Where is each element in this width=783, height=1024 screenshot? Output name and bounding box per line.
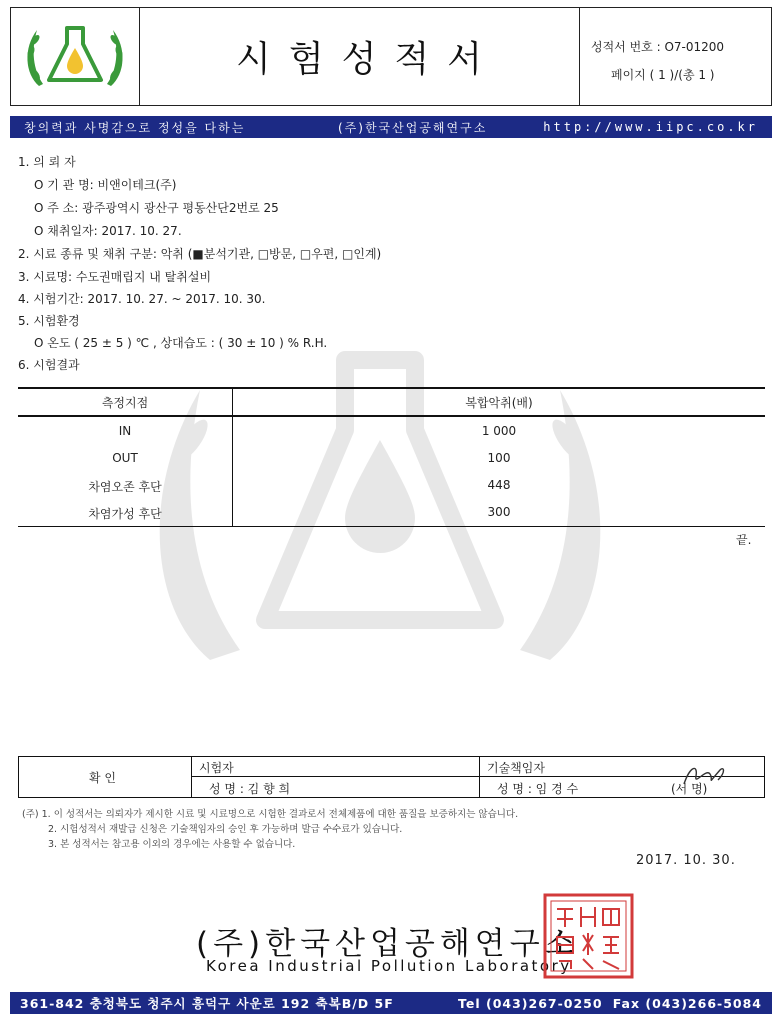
table-cell-value: 300 <box>487 505 511 519</box>
title-cell <box>139 8 580 105</box>
page-indicator: 페이지 ( 1 )/(총 1 ) <box>611 68 715 82</box>
footer-address: 361-842 충청북도 청주시 흥덕구 사운로 192 축복B/D 5F <box>20 996 394 1011</box>
results-table <box>18 387 765 527</box>
end-mark: 끝. <box>736 533 752 547</box>
signature-icon <box>680 760 730 792</box>
table-cell-value: 100 <box>487 451 511 465</box>
table-cell-location: IN <box>118 424 132 438</box>
footer-bar <box>10 992 772 1014</box>
bar-company-name: (주)한국산업공해연구소 <box>338 120 488 135</box>
table-cell-location: 차염오존 후단 <box>88 480 162 494</box>
tech-manager-title: 기술책임자 <box>487 761 545 775</box>
table-cell-value: 1 000 <box>481 424 517 438</box>
tester-name: 성 명 : 김 향 희 <box>209 782 291 796</box>
confirmation-box <box>18 756 765 798</box>
report-header <box>10 7 772 106</box>
section-results-title: 6. 시험결과 <box>18 358 80 372</box>
table-cell-location: OUT <box>112 451 138 465</box>
table-cell-value: 448 <box>487 478 511 492</box>
note-3: 3. 본 성적서는 참고용 이외의 경우에는 사용할 수 없습니다. <box>48 839 296 850</box>
section-environment-title: 5. 시험환경 <box>18 314 80 328</box>
sample-type: 2. 시료 종류 및 채취 구분: 악취 (■분석기관, □방문, □우편, □인계) <box>18 247 382 261</box>
signature-label: (서 명) <box>671 782 708 796</box>
company-name-english: Korea Industrial Pollution Laboratory <box>206 957 572 975</box>
website-link[interactable]: http://www.iipc.co.kr <box>543 120 758 134</box>
footer-fax: Fax (043)266-5084 <box>612 995 762 1011</box>
logo-cell <box>11 8 140 105</box>
slogan-bar <box>10 116 772 138</box>
sample-name: 3. 시료명: 수도권매립지 내 탈취설비 <box>18 270 212 284</box>
company-name-korean: (주)한국산업공해연구소 <box>196 926 580 962</box>
institute-logo-icon <box>11 8 139 105</box>
section-requester-title: 1. 의 뢰 자 <box>18 155 76 169</box>
document-title: 시험성적서 <box>236 39 500 80</box>
report-number: 성적서 번호 : O7-01200 <box>591 40 725 54</box>
confirm-label: 확 인 <box>89 771 116 785</box>
company-seal-icon <box>543 893 634 979</box>
test-environment: O 온도 ( 25 ± 5 ) ℃ , 상대습도 : ( 30 ± 10 ) % R.H. <box>34 336 328 350</box>
note-2: 2. 시험성적서 재발급 신청은 기술책임자의 승인 후 가능하며 발급 수수료가 있습니다. <box>48 824 403 835</box>
table-header-odor: 복합악취(배) <box>465 396 533 410</box>
tester-title: 시험자 <box>199 761 234 775</box>
address: O 주 소: 광주광역시 광산구 평동산단2번로 25 <box>34 201 279 215</box>
table-header-location: 측정지점 <box>101 396 149 410</box>
footer-telephone: Tel (043)267-0250 <box>458 995 603 1011</box>
slogan-text: 창의력과 사명감으로 정성을 다하는 <box>24 120 246 135</box>
table-cell-location: 차염가성 후단 <box>88 507 162 521</box>
note-1: (주) 1. 이 성적서는 의뢰자가 제시한 시료 및 시료명으로 시험한 결과로서 전체제품에 대한 품질을 보증하지는 않습니다. <box>22 809 519 820</box>
issue-date: 2017. 10. 30. <box>636 853 736 868</box>
tech-manager-name: 성 명 : 임 경 수 <box>497 782 579 796</box>
test-period: 4. 시험기간: 2017. 10. 27. ~ 2017. 10. 30. <box>18 292 266 306</box>
org-name: O 기 관 명: 비앤이테크(주) <box>34 178 177 192</box>
sampling-date: O 채취일자: 2017. 10. 27. <box>34 224 182 238</box>
meta-cell <box>579 8 771 105</box>
